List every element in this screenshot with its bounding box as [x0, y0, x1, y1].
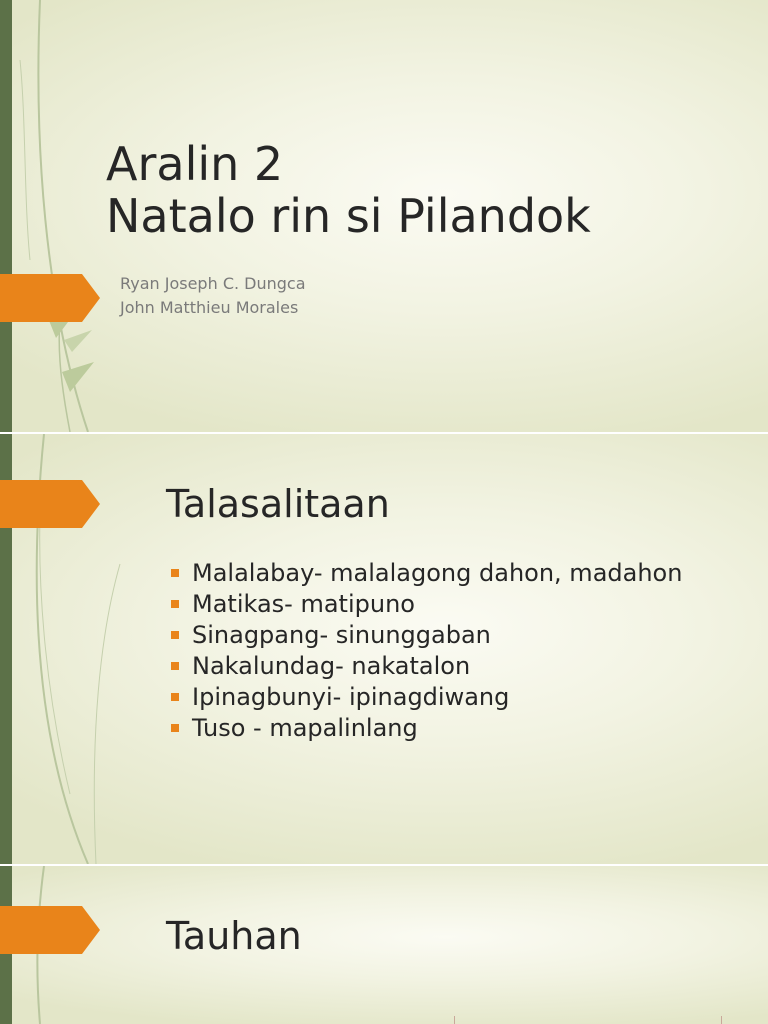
slide-talasalitaan[interactable]	[0, 434, 768, 864]
list-item: Sinagpang- sinunggaban	[170, 620, 690, 651]
slide-heading: Talasalitaan	[166, 482, 390, 526]
list-item: Nakalundag- nakatalon	[170, 651, 690, 682]
orange-tab-marker	[0, 906, 100, 954]
image-frame-edge	[454, 1016, 722, 1024]
list-item: Matikas- matipuno	[170, 589, 690, 620]
authors	[120, 272, 306, 320]
author-1: Ryan Joseph C. Dungca	[120, 274, 306, 293]
list-item: Tuso - mapalinlang	[170, 713, 690, 744]
list-item: Malalabay- malalagong dahon, madahon	[170, 558, 690, 589]
list-item: Ipinagbunyi- ipinagdiwang	[170, 682, 690, 713]
author-2: John Matthieu Morales	[120, 298, 299, 317]
green-side-bar	[0, 0, 12, 432]
slide-title[interactable]	[0, 0, 768, 432]
slide-heading: Tauhan	[166, 914, 302, 958]
title-line-2: Natalo rin si Pilandok	[106, 189, 591, 243]
slide-tauhan[interactable]	[0, 866, 768, 1024]
orange-tab-marker	[0, 480, 100, 528]
slide-title-text	[106, 138, 591, 242]
vocabulary-list	[170, 558, 690, 744]
title-line-1: Aralin 2	[106, 137, 284, 191]
orange-tab-marker	[0, 274, 100, 322]
